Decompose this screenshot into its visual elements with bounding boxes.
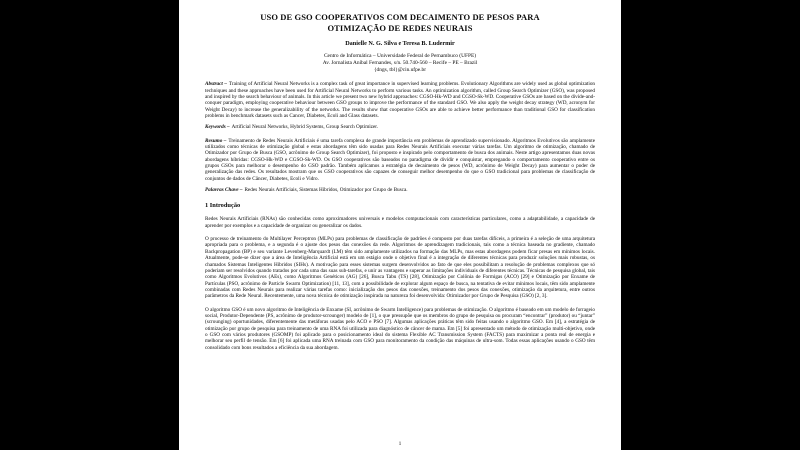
keywords-text: Artificial Neural Networks, Hybrid Systems, Group Search Optimizer. — [231, 124, 379, 131]
intro-paragraph-2: O processo de treinamento do Multilayer Perceptron (MLPs) para problemas de classificação de padrões é composto por duas tarefas difíceis, a primeira é a seleção de uma arquitetura apropriada para o problema, e a segunda é o ajuste dos pesos das conexões da rede. Algoritmos de aprendizagem tradicionais, tais como a técnica baseada no gradiente, chamado Backpropagation (BP) e seu variante Levenberg-Marquardt (LM) têm sido amplamente utilizados na formação das MLPs, mas estas abordagens podem ficar presas em mínimos locais. Atualmente, pode-se dizer que a área de Inteligência Artificial está em um estágio onde o objetivo final é a integração de diferentes técnicas para produzir soluções mais robustas, os chamados Sistemas Inteligentes Híbridos (SIHs). A motivação para esses sistemas surgem desenvolvidos ao fato de que eles possibilitam a resolução de problemas complexos que só poderiam ser resolvidos quando tratados por cada uma das suas sub-tarefas, e unir as vantagens e superar as limitações individuais de diferentes técnicas. Técnicas de pesquisa global, tais como Algoritmos Evolutivos (AEs), como Algoritmos Genéticos (AG) [26], Busca Tabu (TS) [28], Otimização por Colônia de Formigas (ACO) [29] e Otimização por Enxame de Partículas (PSO, acrônimo de Particle Swarm Optimization) [11, 13], com a possibilidade de explorar algum espaço de busca, na tentativa de evitar mínimos locais, têm sido amplamente combinadas com Redes Neurais para realizar várias tarefas como: inicialização dos pesos das conexões, treinamento dos pesos das conexões, otimização da arquitetura, entre outros parâmetros da Rede Neural. Recentemente, uma nova técnica de otimização inspirada na natureza foi desenvolvida: Otimizador por Grupo de Pesquisa (GSO) [2, 3]. — [205, 236, 595, 300]
affiliation-line-2: Av. Jornalista Aníbal Fernandes, s/n. 50.740-560 – Recife – PE – Brazil — [322, 60, 478, 67]
abstract-paragraph — [205, 81, 595, 119]
paper-authors: Danielle N. G. Silva e Teresa B. Ludermir — [345, 40, 455, 48]
intro-paragraph-3: O algoritmo GSO é um novo algoritmo de Inteligência de Enxame (SI, acrônimo de Swarm Intelligence) para problemas de otimização. O algoritmo é baseado em um modelo de forrageio social, Produtor-Dependente (PS, acrônimo de produtor-scrounger) modelo de [1], o que pressupõe que os membros do grupo de pesquisa ou procuram “encontrar” (produtor) ou “juntar” (scrounging) oportunidades, diferentemente das metáforas usadas pelo ACO e PSO [7]. Algumas aplicações práticas têm sido feitas usando o algoritmo GSO. Em [4], a estratégia de otimização por grupo de pesquisa para treinamento de uma RNA foi utilizada para diagnóstico de câncer de mama. Em [5] foi apresentado um método de otimização multi-objetivo, onde o GSO com vários produtores (GSOMP) foi aplicado para o posicionamento ideal do sistema Flexible AC Transmission System (FACTS) para maximizar a ponta real de energia e melhorar seu perfil de tensão. Em [6] foi aplicada uma RNA treinada com GSO para monitoramento da condição das máquinas de ultra-som. Todas essas aplicações usando o GSO têm consolidado com bons resultados a eficiência da sua abordagem. — [205, 306, 595, 351]
palavras-chave-paragraph — [205, 187, 595, 193]
section-heading-introducao: 1 Introdução — [205, 202, 241, 210]
paper-affiliation — [205, 53, 595, 74]
abstract-text: Training of Artificial Neural Networks is a complex task of great importance in supervised learning problems. Evolutionary Algorithms are widely used as global optimization techniques and these approaches have been used for Artificial Neural Networks to perform various tasks. An optimization algorithm, called Group Search Optimizer (GSO), was proposed and inspired by the search behaviour of animals. In this article we present two new hybrid approaches: CGSO-Hk-WD and CGSO-Sk-WD. Cooperative GSOs are based on the divide-and-conquer paradigm, employing cooperative behaviour between GSO groups to improve the performance of the standard GSO. We also apply the weight decay strategy (WD, acronym for Weight Decay) to increase the generalizability of the networks. The results show that cooperative GSOs are able to achieve better performance than traditional GSO for classification problems in benchmark datasets such as Cancer, Diabetes, Ecoli and Glass datasets. — [205, 81, 596, 120]
keywords-label: Keywords – — [205, 124, 230, 131]
paper-page — [179, 0, 621, 450]
paper-title: USO DE GSO COOPERATIVOS COM DECAIMENTO DE PESOS PARA OTIMIZAÇÃO DE REDES NEURAIS — [260, 12, 540, 33]
intro-paragraph-1: Redes Neurais Artificiais (RNAs) são conhecidas como aproximadores universais e modelos computacionais com características particulares, como a adaptabilidade, a capacidade de aprender por exemplos e a capacidade de organizar ou generalizar os dados. — [205, 216, 595, 229]
abstract-label: Abstract – — [205, 81, 227, 88]
resumo-label: Resumo – — [205, 137, 227, 144]
palavras-chave-label: Palavras Chave – — [205, 187, 243, 194]
affiliation-line-3: {dngs, tbl}@cin.ufpe.br — [373, 67, 427, 74]
affiliation-line-1: Centro de Informática – Universidade Federal de Pernambuco (UFPE) — [323, 53, 477, 60]
page-number: 1 — [398, 441, 402, 447]
resumo-text: Treinamento de Redes Neurais Artificiais é uma tarefa complexa de grande importância em problemas de aprendizado supervisionado. Algoritmos Evolutivos são amplamente utilizados como técnicas de otimização global e estas abordagens têm sido usadas para Redes Neurais Artificiais executar várias tarefas. Um algoritmo de otimização, chamado de Otimizador por Grupo de Busca (GSO, acrônimo de Group Search Optimizer), foi proposto e inspirado pelo comportamento de busca dos animais. Neste artigo apresentamos duas novas abordagens híbridas: CGSO-Hk-WD e CGSO-Sk-WD. Os GSO cooperativos são baseados no paradigma de dividir e conquistar, empregando o comportamento cooperativo entre os grupos GSOs para melhorar o desempenho do GSO padrão. Também aplicamos a estratégia de decaimento de pesos (WD, acrônimo de Weight Decay) para aumentar o poder de generalização das redes. Os resultados mostram que os GSO cooperativos são capazes de conseguir melhor desempenho do que o GSO tradicional para problemas de classificação de conjuntos de dados de Câncer, Diabetes, Ecoli e Vidro. — [205, 137, 595, 182]
keywords-paragraph — [205, 124, 595, 130]
palavras-chave-text: Redes Neurais Artificiais, Sistemas Híbridos, Otimizador por Grupo de Busca. — [244, 187, 408, 194]
resumo-paragraph — [205, 138, 595, 182]
